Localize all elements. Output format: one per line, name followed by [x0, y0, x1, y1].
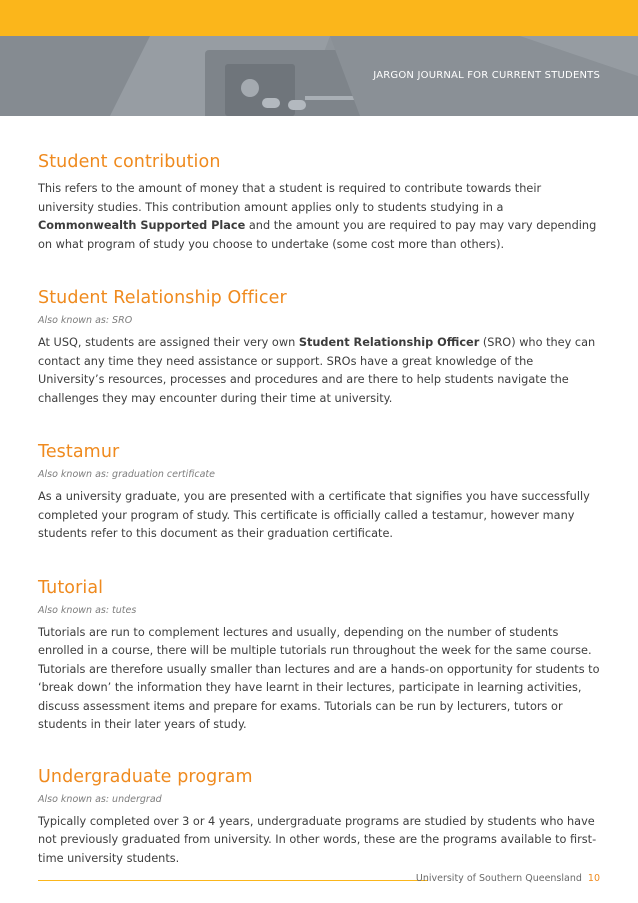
also-known-as: Also known as: tutes — [38, 604, 137, 616]
journal-title: JARGON JOURNAL FOR CURRENT STUDENTS — [373, 70, 600, 81]
section-body: Typically completed over 3 or 4 years, undergraduate programs are studied by students who have not previously graduated from university. In other words, these are the programs available to first-time university students. — [38, 814, 597, 865]
bold-term: Commonwealth Supported Place — [38, 219, 246, 232]
footer — [416, 873, 600, 884]
section-body — [38, 180, 600, 254]
section-testamur — [38, 440, 600, 544]
page-number: 10 — [587, 873, 600, 884]
also-known-as: Also known as: SRO — [38, 315, 133, 326]
footer-university: University of Southern Queensland — [415, 873, 582, 884]
section-heading: Undergraduate program — [38, 766, 253, 787]
section-tutorial — [38, 576, 600, 735]
section-heading: Testamur — [38, 442, 120, 462]
body-text: At USQ, students are assigned their very own — [38, 336, 299, 349]
body-text: (SRO) who they can contact any time they need assistance or support. SROs have a great knowledge of the University’s resources, processes and procedures and are there to help students navigate the challenges they may encounter during their time at university. — [38, 336, 596, 405]
section-student-relationship-officer — [38, 286, 600, 408]
section-heading: Student contribution — [38, 152, 221, 172]
section-student-contribution — [38, 150, 600, 254]
bold-term: Student Relationship Officer — [298, 336, 480, 349]
section-body — [38, 334, 600, 408]
section-body: Tutorials are run to complement lectures and usually, depending on the number of students enrolled in a course, there will be multiple tutorials run throughout the week for the same course. Tutorials are therefore usually smaller than lectures and are a hands-on opportunity for students to ‘break down’ the information they have learnt in their lectures, participate in learning activities, discuss assessment items and prepare for exams. Tutorials can be run by lecturers, tutors or students in their later years of study. — [38, 625, 600, 731]
also-known-as: Also known as: graduation certificate — [38, 469, 215, 480]
body-text: This refers to the amount of money that a student is required to contribute towards their university studies. This contribution amount applies only to students studying in a — [38, 182, 542, 214]
body-text: and the amount you are required to pay may vary depending on what program of study you choose to undertake (some cost more than others). — [38, 219, 597, 251]
section-body: As a university graduate, you are presented with a certificate that signifies you have successfully completed your program of study. This certificate is officially called a testamur, however many students refer to this document as their graduation certificate. — [38, 490, 590, 540]
section-undergraduate-program — [38, 765, 600, 869]
top-accent-bar — [0, 0, 638, 36]
section-heading: Student Relationship Officer — [38, 288, 287, 308]
section-heading: Tutorial — [38, 577, 104, 598]
main-content — [38, 150, 600, 868]
header-banner — [0, 36, 638, 116]
also-known-as: Also known as: undergrad — [38, 793, 162, 805]
footer-rule — [38, 880, 428, 881]
